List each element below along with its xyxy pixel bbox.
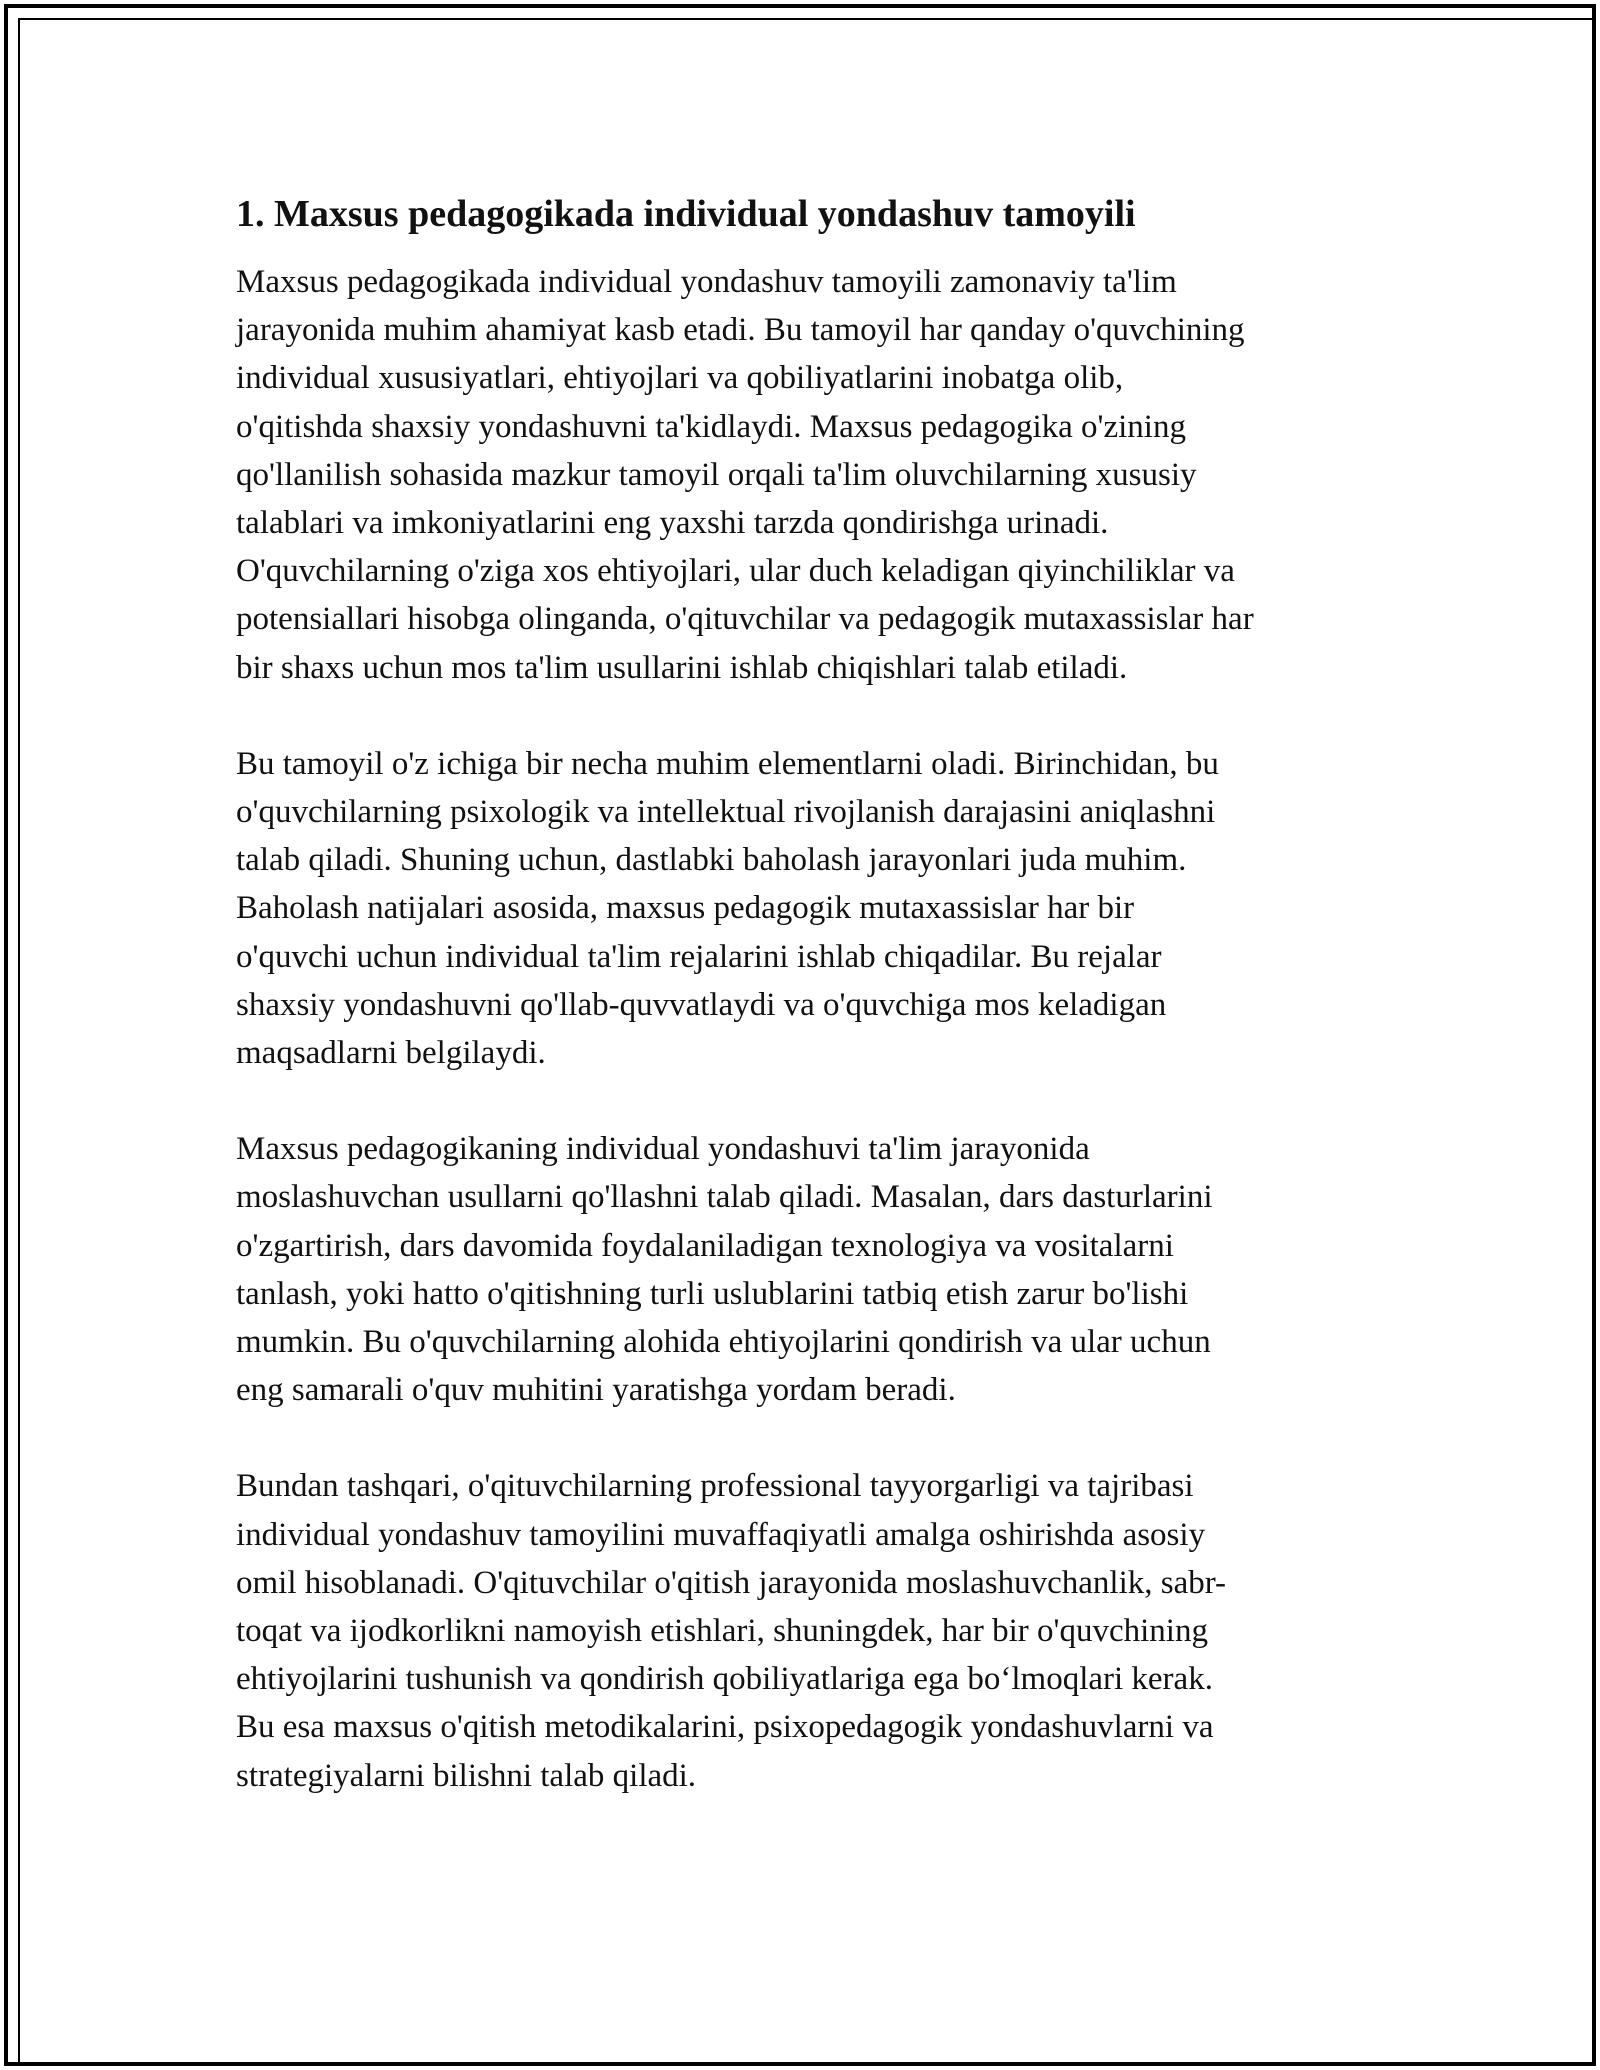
paragraph-2 bbox=[236, 740, 1376, 1077]
text-line: talablari va imkoniyatlarini eng yaxshi tarzda qondirishga urinadi. bbox=[236, 505, 1109, 542]
text-line: Baholash natijalari asosida, maxsus pedagogik mutaxassislar har bir bbox=[236, 890, 1135, 927]
document-body bbox=[236, 188, 1376, 1848]
text-line: toqat va ijodkorlikni namoyish etishlari, shuningdek, har bir o'quvchining bbox=[236, 1613, 1208, 1650]
text-line: Maxsus pedagogikada individual yondashuv tamoyili zamonaviy ta'lim bbox=[236, 264, 1177, 300]
text-line: shaxsiy yondashuvni qo'llab-quvvatlaydi va o'quvchiga mos keladigan bbox=[236, 986, 1167, 1023]
text-line: o'quvchi uchun individual ta'lim rejalarini ishlab chiqadilar. Bu rejalar bbox=[236, 938, 1162, 975]
text-line: moslashuvchan usullarni qo'llashni talab qiladi. Masalan, dars dasturlarini bbox=[236, 1179, 1213, 1216]
text-line: omil hisoblanadi. O'qituvchilar o'qitish jarayonida moslashuvchanlik, sabr- bbox=[236, 1564, 1227, 1601]
text-line: talab qiladi. Shuning uchun, dastlabki baholash jarayonlari juda muhim. bbox=[236, 842, 1187, 879]
text-line: ehtiyojlarini tushunish va qondirish qobiliyatlariga ega bo‘lmoqlari kerak. bbox=[236, 1661, 1213, 1698]
text-line: individual xususiyatlari, ehtiyojlari va qobiliyatlarini inobatga olib, bbox=[236, 360, 1124, 397]
text-line: qo'llanilish sohasida mazkur tamoyil orqali ta'lim oluvchilarning xususiy bbox=[236, 456, 1197, 493]
text-line: o'quvchilarning psixologik va intellektual rivojlanish darajasini aniqlashni bbox=[236, 794, 1216, 831]
paragraph-4 bbox=[236, 1462, 1376, 1799]
section-heading: 1. Maxsus pedagogikada individual yondashuv tamoyili bbox=[236, 193, 1136, 235]
text-line: mumkin. Bu o'quvchilarning alohida ehtiyojlarini qondirish va ular uchun bbox=[236, 1324, 1211, 1361]
text-line: jarayonida muhim ahamiyat kasb etadi. Bu tamoyil har qanday o'quvchining bbox=[236, 312, 1245, 349]
text-line: maqsadlarni belgilaydi. bbox=[236, 1035, 546, 1072]
text-line: strategiyalarni bilishni talab qiladi. bbox=[236, 1757, 697, 1794]
text-line: bir shaxs uchun mos ta'lim usullarini ishlab chiqishlari talab etiladi. bbox=[236, 649, 1128, 686]
text-line: individual yondashuv tamoyilini muvaffaqiyatli amalga oshirishda asosiy bbox=[236, 1516, 1206, 1553]
text-line: Bu tamoyil o'z ichiga bir necha muhim elementlarni oladi. Birinchidan, bu bbox=[236, 745, 1219, 782]
text-line: potensiallari hisobga olinganda, o'qituvchilar va pedagogik mutaxassislar har bbox=[236, 601, 1254, 638]
paragraph-1 bbox=[236, 258, 1376, 692]
paragraph-3 bbox=[236, 1125, 1376, 1414]
text-line: Bundan tashqari, o'qituvchilarning professional tayyorgarligi va tajribasi bbox=[236, 1468, 1194, 1505]
text-line: Maxsus pedagogikaning individual yondashuvi ta'lim jarayonida bbox=[236, 1131, 1090, 1168]
text-line: O'quvchilarning o'ziga xos ehtiyojlari, ular duch keladigan qiyinchiliklar va bbox=[236, 553, 1235, 590]
text-line: o'qitishda shaxsiy yondashuvni ta'kidlaydi. Maxsus pedagogika o'zining bbox=[236, 408, 1186, 445]
text-line: Bu esa maxsus o'qitish metodikalarini, psixopedagogik yondashuvlarni va bbox=[236, 1709, 1214, 1746]
text-line: tanlash, yoki hatto o'qitishning turli uslublarini tatbiq etish zarur bo'lishi bbox=[236, 1275, 1189, 1312]
text-line: eng samarali o'quv muhitini yaratishga yordam beradi. bbox=[236, 1372, 956, 1409]
text-line: o'zgartirish, dars davomida foydalaniladigan texnologiya va vositalarni bbox=[236, 1227, 1174, 1264]
